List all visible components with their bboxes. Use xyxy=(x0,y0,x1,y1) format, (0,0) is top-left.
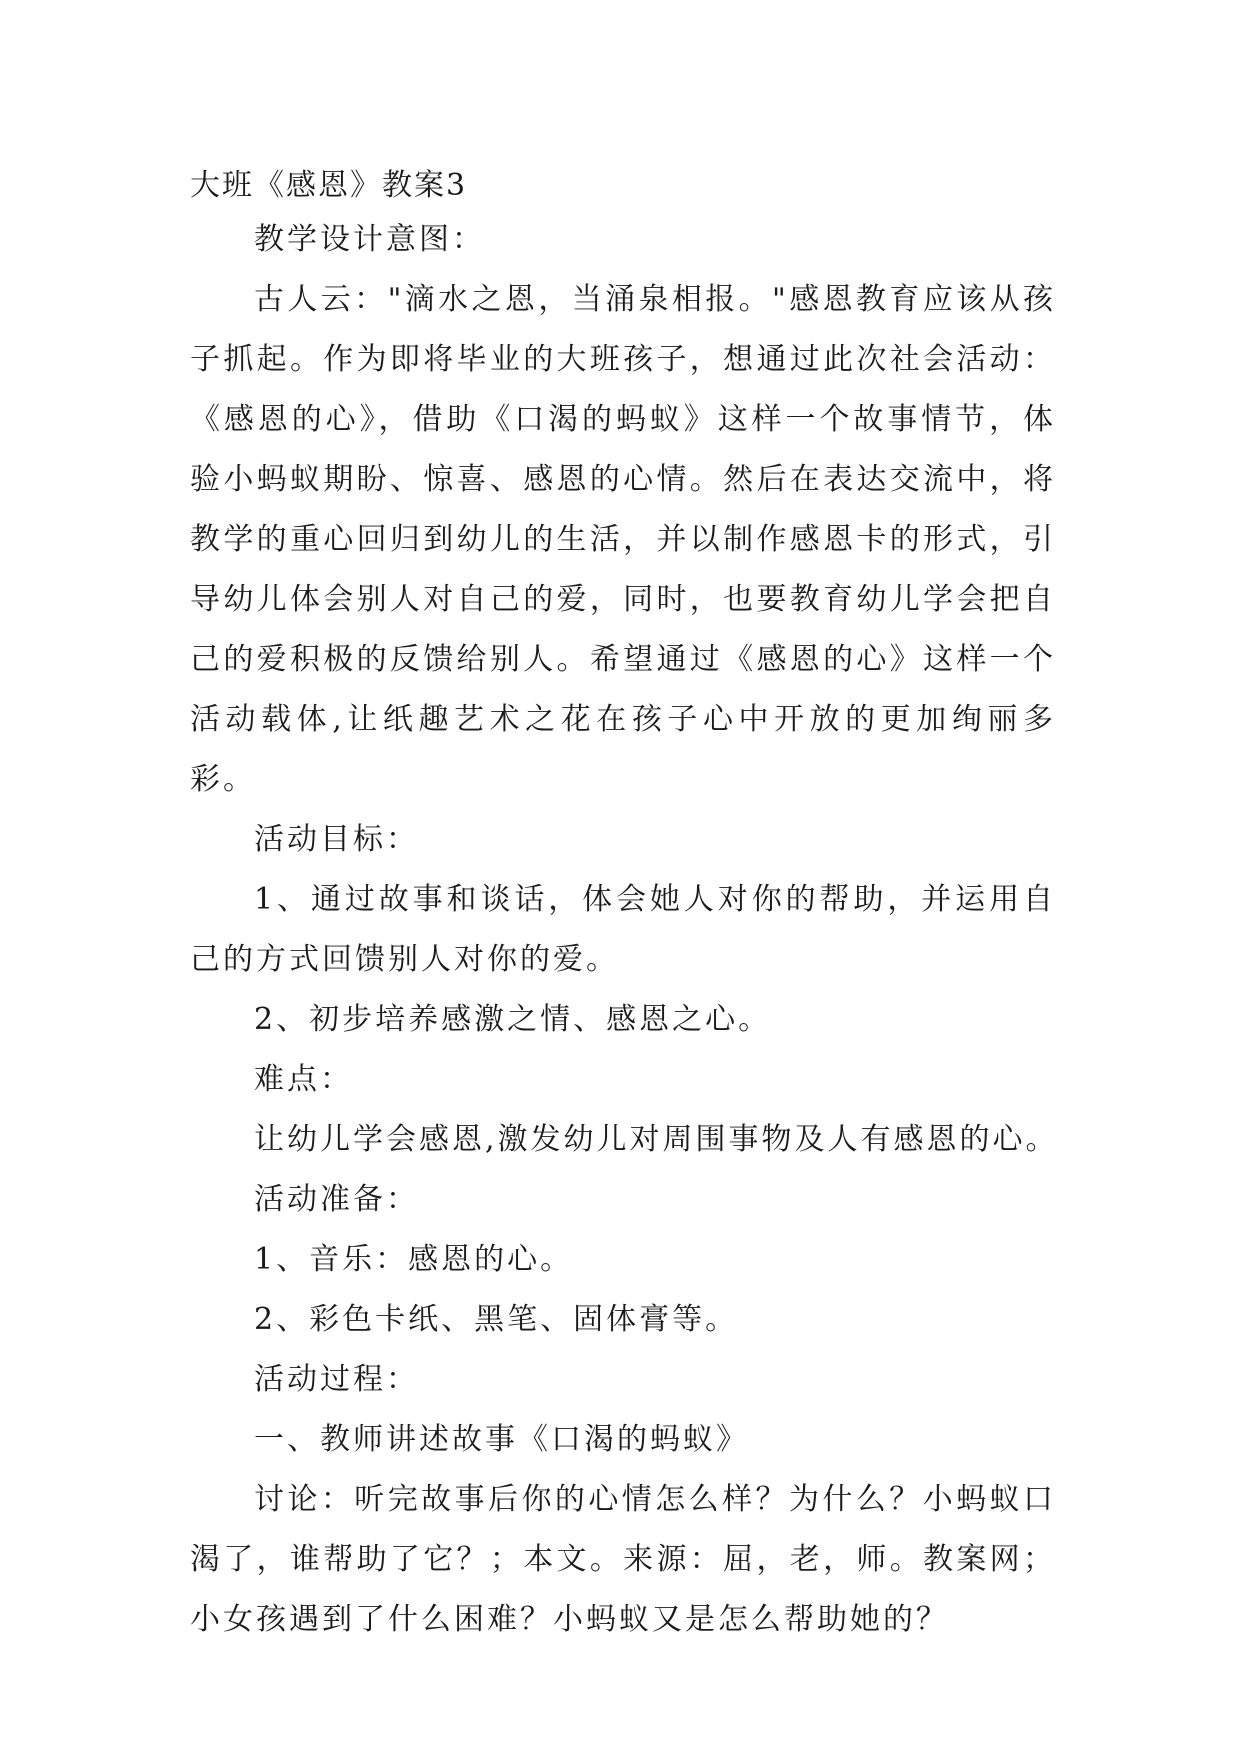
goal-item-2: 2、初步培养感激之情、感恩之心。 xyxy=(254,1002,772,1037)
prep-item-1: 1、音乐：感恩的心。 xyxy=(254,1242,574,1277)
design-heading: 教学设计意图： xyxy=(254,222,485,257)
discussion-paragraph: 讨论：听完故事后你的心情怎么样？为什么？小蚂蚁口渴了，谁帮助了它？；本文。来源：屈，老，师。教案网；小女孩遇到了什么困难？小蚂蚁又是怎么帮助她的？ xyxy=(190,1482,1056,1637)
prep-heading: 活动准备： xyxy=(254,1182,419,1217)
goals-heading: 活动目标： xyxy=(254,822,419,857)
prep-item-2: 2、彩色卡纸、黑笔、固体膏等。 xyxy=(254,1302,739,1337)
document-page xyxy=(190,162,1059,1650)
difficulty-heading: 难点： xyxy=(254,1062,353,1097)
document-title: 大班《感恩》教案3 xyxy=(190,168,468,203)
process-step-1: 一、教师讲述故事《口渴的蚂蚁》 xyxy=(254,1422,749,1457)
process-heading: 活动过程： xyxy=(254,1362,419,1397)
design-paragraph: 古人云："滴水之恩，当涌泉相报。"感恩教育应该从孩子抓起。作为即将毕业的大班孩子，想通过此次社会活动：《感恩的心》，借助《口渴的蚂蚁》这样一个故事情节，体验小蚂蚁期盼、惊喜、感恩的心情。然后在表达交流中，将教学的重心回归到幼儿的生活，并以制作感恩卡的形式，引导幼儿体会别人对自己的爱，同时，也要教育幼儿学会把自己的爱积极的反馈给别人。希望通过《感恩的心》这样一个活动载体,让纸趣艺术之花在孩子心中开放的更加绚丽多彩。 xyxy=(190,282,1056,797)
goal-item-1: 1、通过故事和谈话，体会她人对你的帮助，并运用自己的方式回馈别人对你的爱。 xyxy=(190,882,1056,977)
difficulty-text: 让幼儿学会感恩,激发幼儿对周围事物及人有感恩的心。 xyxy=(254,1122,1059,1157)
